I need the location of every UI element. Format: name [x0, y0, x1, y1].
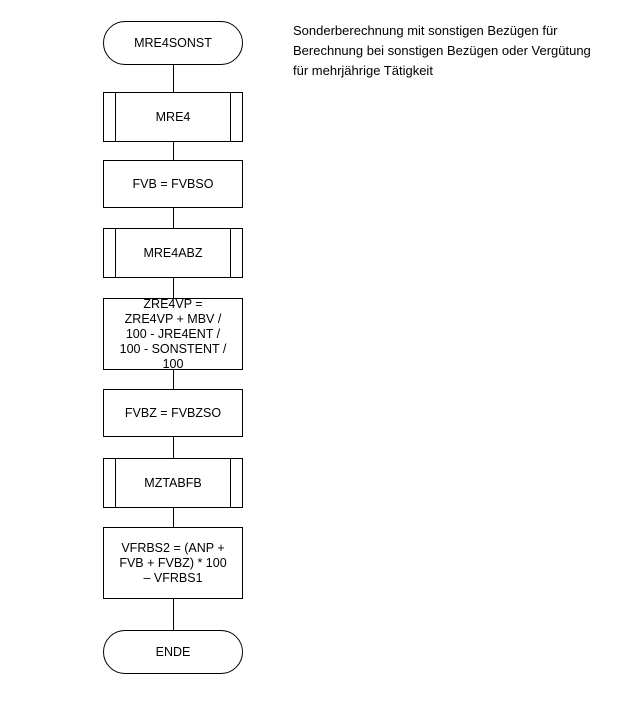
- flow-connector: [173, 437, 174, 458]
- flow-node-label: ZRE4VP = ZRE4VP + MBV / 100 - JRE4ENT / 100 - SONSTENT / 100: [119, 296, 227, 371]
- flow-node-label: VFRBS2 = (ANP + FVB + FVBZ) * 100 – VFRBS1: [119, 540, 227, 585]
- flow-connector: [173, 278, 174, 298]
- flow-connector: [173, 599, 174, 630]
- flow-node-label: MRE4ABZ: [143, 245, 203, 260]
- flow-node-end[interactable]: [103, 630, 243, 674]
- subroutine-bar-right: [230, 93, 231, 141]
- subroutine-bar-right: [230, 459, 231, 507]
- flow-connector: [173, 208, 174, 228]
- flow-node-label: ENDE: [155, 644, 191, 659]
- flow-node-n3[interactable]: [103, 228, 243, 278]
- flow-node-label: MZTABFB: [144, 475, 202, 490]
- diagram-note: Sonderberechnung mit sonstigen Bezügen für Berechnung bei sonstigen Bezügen oder Vergütung für mehrjährige Tätigkeit: [293, 23, 591, 78]
- flow-connector: [173, 508, 174, 527]
- flow-connector: [173, 142, 174, 160]
- flow-node-n1[interactable]: [103, 92, 243, 142]
- flow-connector: [173, 65, 174, 92]
- flow-node-n7[interactable]: [103, 527, 243, 599]
- subroutine-bar-left: [115, 229, 116, 277]
- flow-connector: [173, 370, 174, 389]
- flow-node-label: FVB = FVBSO: [132, 176, 214, 191]
- subroutine-bar-left: [115, 93, 116, 141]
- flow-node-label: MRE4SONST: [134, 35, 212, 50]
- flow-node-n5[interactable]: [103, 389, 243, 437]
- flow-node-n2[interactable]: [103, 160, 243, 208]
- flow-node-start[interactable]: [103, 21, 243, 65]
- subroutine-bar-left: [115, 459, 116, 507]
- flow-node-label: MRE4: [155, 109, 191, 124]
- flow-node-n6[interactable]: [103, 458, 243, 508]
- subroutine-bar-right: [230, 229, 231, 277]
- flow-node-n4[interactable]: [103, 298, 243, 370]
- flow-node-label: FVBZ = FVBZSO: [124, 405, 222, 420]
